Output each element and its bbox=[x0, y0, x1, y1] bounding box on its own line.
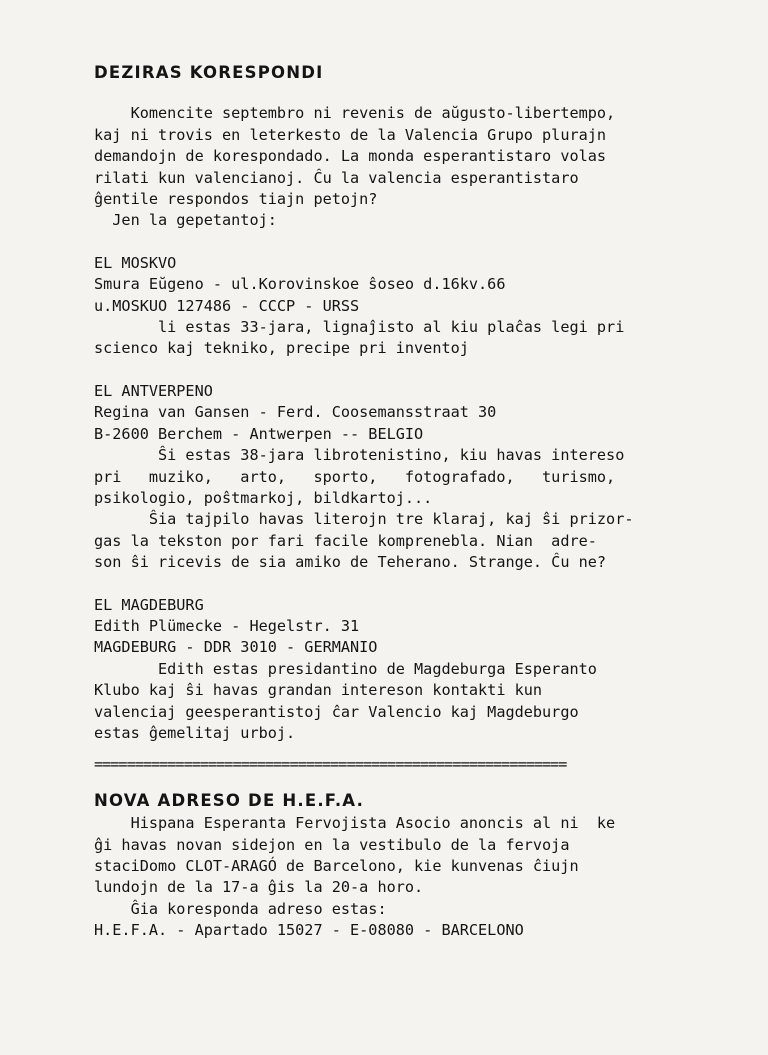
entry-text-line: psikologio, poŝtmarkoj, bildkartoj... bbox=[94, 488, 433, 507]
hefa-paragraph bbox=[94, 813, 704, 941]
entry-text-line: Klubo kaj ŝi havas grandan intereson kontakti kun bbox=[94, 681, 543, 700]
intro-line: ĝentile respondos tiajn petojn? bbox=[94, 190, 378, 209]
entry-text-line: li estas 33-jara, lignaĵisto al kiu plaĉas legi pri bbox=[94, 318, 625, 337]
entry-address-line: Smura Eŭgeno - ul.Korovinskoe ŝoseo d.16kv.66 bbox=[94, 275, 506, 294]
section-heading-hefa: NOVA ADRESO DE H.E.F.A. bbox=[94, 790, 365, 810]
hefa-line: Ĝia koresponda adreso estas: bbox=[94, 899, 387, 918]
hefa-line: ĝi havas novan sidejon en la vestibulo de la fervoja bbox=[94, 835, 570, 854]
entry-title: EL MAGDEBURG bbox=[94, 595, 204, 614]
hefa-line: Hispana Esperanta Fervojista Asocio anoncis al ni ke bbox=[94, 814, 616, 833]
entry-title: EL ANTVERPENO bbox=[94, 381, 213, 400]
intro-line: kaj ni trovis en leterkesto de la Valencia Grupo plurajn bbox=[94, 125, 607, 144]
intro-paragraph bbox=[94, 103, 704, 231]
entry-text-line: Ŝi estas 38-jara librotenistino, kiu havas intereso bbox=[94, 446, 625, 465]
entry-antverpeno bbox=[94, 381, 704, 574]
hefa-line: staciDomo CLOT-ARAGÓ de Barcelono, kie kunvenas ĉiujn bbox=[94, 857, 579, 875]
article-body bbox=[94, 62, 704, 942]
entry-title: EL MOSKVO bbox=[94, 253, 177, 272]
entry-text-line: pri muziko, arto, sporto, fotografado, turismo, bbox=[94, 467, 616, 486]
intro-line: demandojn de korespondado. La monda esperantistaro volas bbox=[94, 147, 607, 166]
entry-text-line: son ŝi ricevis de sia amiko de Teherano. Strange. Ĉu ne? bbox=[94, 553, 607, 572]
entry-address-line: Edith Plümecke - Hegelstr. 31 bbox=[94, 616, 360, 635]
entry-text-line: scienco kaj tekniko, precipe pri inventoj bbox=[94, 339, 469, 358]
intro-line: Jen la gepetantoj: bbox=[94, 211, 277, 230]
entry-text-line: Edith estas presidantino de Magdeburga Esperanto bbox=[94, 659, 597, 678]
entry-text-line: valenciaj geesperantistoj ĉar Valencio kaj Magdeburgo bbox=[94, 702, 579, 721]
entry-text-line: gas la tekston por fari facile komprenebla. Nian adre- bbox=[94, 531, 597, 550]
entry-address-line: u.MOSKUO 127486 - CCCP - URSS bbox=[94, 296, 360, 315]
entry-text-line: estas ĝemelitaj urboj. bbox=[94, 723, 296, 742]
entry-address-line: MAGDEBURG - DDR 3010 - GERMANIO bbox=[94, 638, 378, 657]
entry-text-line: Ŝia tajpilo havas literojn tre klaraj, kaj ŝi prizor- bbox=[94, 510, 634, 529]
intro-line: rilati kun valencianoj. Ĉu la valencia esperantistaro bbox=[94, 168, 579, 187]
intro-line: Komencite septembro ni revenis de aŭgusto-libertempo, bbox=[94, 104, 616, 123]
hefa-line: lundojn de la 17-a ĝis la 20-a horo. bbox=[94, 878, 424, 897]
entry-moskvo bbox=[94, 253, 704, 360]
section-heading-korespondi: DEZIRAS KORESPONDI bbox=[94, 63, 324, 82]
hefa-address-line: H.E.F.A. - Apartado 15027 - E-08080 - BARCELONO bbox=[94, 921, 524, 940]
entry-magdeburg bbox=[94, 595, 704, 745]
entry-address-line: Regina van Gansen - Ferd. Coosemansstraat 30 bbox=[94, 403, 497, 422]
entry-address-line: B-2600 Berchem - Antwerpen -- BELGIO bbox=[94, 424, 424, 443]
separator-rule: ========================================================== bbox=[94, 755, 567, 774]
